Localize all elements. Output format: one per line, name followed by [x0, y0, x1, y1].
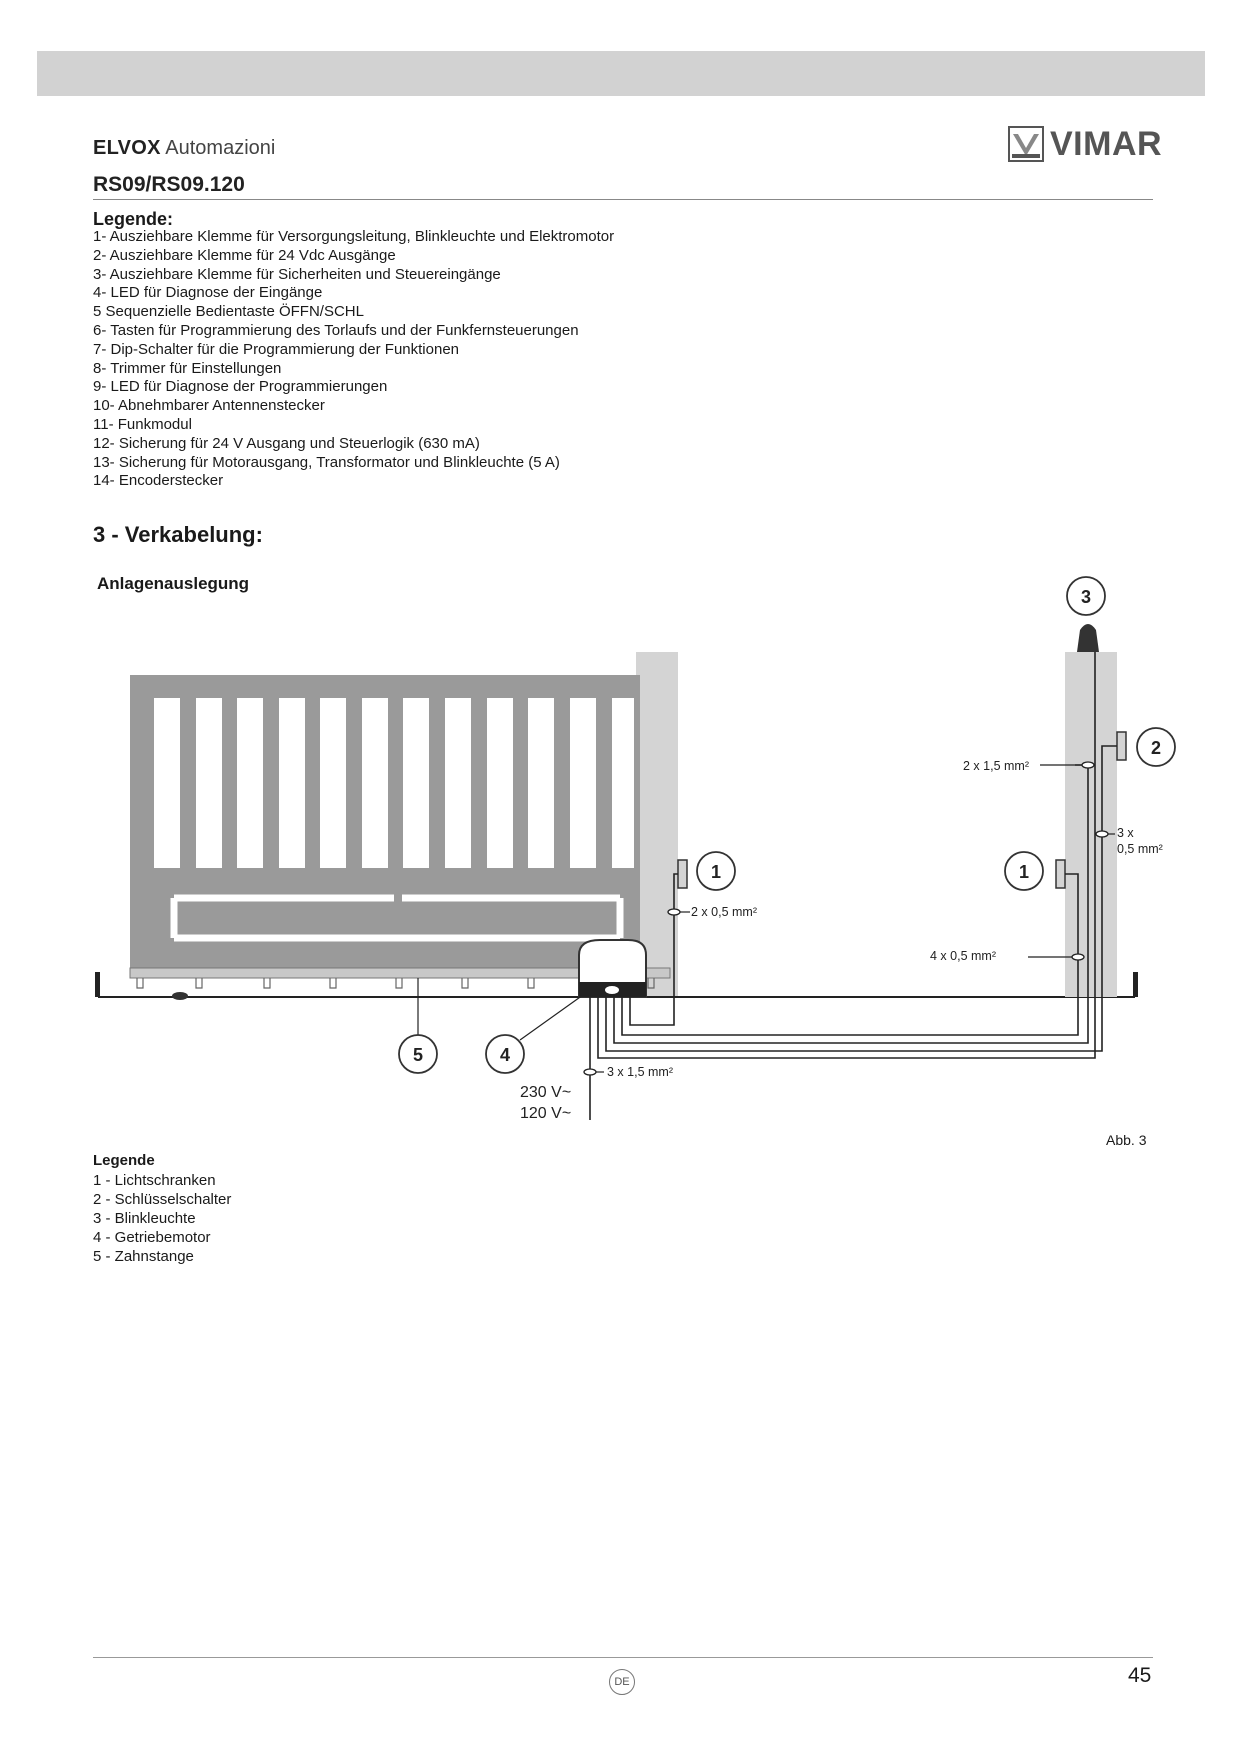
cable-label-05: 0,5 mm²	[1117, 842, 1163, 856]
key-switch	[1117, 732, 1126, 760]
callout-4-number: 4	[499, 1045, 511, 1065]
brand-bold: ELVOX	[93, 137, 161, 159]
motor-led	[605, 986, 619, 994]
right-post	[1065, 652, 1117, 997]
legend-item: 7- Dip-Schalter für die Programmierung der Funktionen	[93, 340, 459, 358]
callout-1-right	[1005, 852, 1043, 890]
rack-teeth	[137, 978, 654, 988]
legend-item: 5 Sequenzielle Bedientaste ÖFFN/SCHL	[93, 303, 364, 321]
section-subheading: Anlagenauslegung	[97, 574, 250, 593]
legend-item: 3- Ausziehbare Klemme für Sicherheiten und Steuereingänge	[93, 265, 501, 283]
logo-text: VIMAR	[1050, 124, 1163, 163]
document-title: RS09/RS09.120	[93, 173, 245, 196]
end-stop-right	[1133, 972, 1138, 997]
legend-item: 11- Funkmodul	[93, 415, 192, 433]
cable-label-3x: 3 x	[1117, 826, 1134, 840]
photocell-right	[1056, 860, 1065, 888]
callout-5	[399, 1035, 437, 1073]
legend2-item: 5 - Zahnstange	[93, 1248, 194, 1265]
cable-label-3x15: 3 x 1,5 mm²	[607, 1065, 673, 1079]
legend-item: 1- Ausziehbare Klemme für Versorgungsleitung, Blinkleuchte und Elektromotor	[93, 228, 615, 245]
legend-item: 14- Encoderstecker	[93, 472, 224, 490]
legend-item: 12- Sicherung für 24 V Ausgang und Steuerlogik (630 mA)	[93, 434, 480, 452]
callout-3	[1067, 577, 1105, 615]
legend2-heading: Legende	[93, 1152, 155, 1169]
photocell-left	[678, 860, 687, 888]
callout-2	[1137, 728, 1175, 766]
legend-item: 13- Sicherung für Motorausgang, Transformator und Blinkleuchte (5 A)	[93, 453, 560, 471]
legend-item: 8- Trimmer für Einstellungen	[93, 359, 282, 377]
legend-item: 9- LED für Diagnose der Programmierungen	[93, 378, 388, 396]
voltage-230: 230 V~	[520, 1084, 572, 1101]
legend2-item: 3 - Blinkleuchte	[93, 1210, 196, 1227]
footer-divider	[93, 1657, 1153, 1658]
voltage-120: 120 V~	[520, 1105, 572, 1122]
figure-label: Abb. 3	[1106, 1132, 1147, 1148]
callout-1-left-number: 1	[710, 862, 722, 882]
legend-heading: Legende:	[93, 209, 174, 229]
legend-item: 4- LED für Diagnose der Eingänge	[93, 284, 323, 302]
legend2-item: 2 - Schlüsselschalter	[93, 1191, 232, 1208]
callout-4	[486, 1035, 524, 1073]
cable-label-4x05: 4 x 0,5 mm²	[930, 949, 996, 963]
cable-label-2x05: 2 x 0,5 mm²	[691, 905, 757, 919]
end-stop-left	[95, 972, 100, 997]
blinker-lamp	[1077, 624, 1099, 652]
callout-2-number: 2	[1150, 738, 1162, 758]
brand-light: Automazioni	[165, 137, 276, 159]
callout-1-left	[697, 852, 735, 890]
legend-item: 6- Tasten für Programmierung des Torlaufs und der Funkfernsteuerungen	[93, 321, 579, 339]
legend-item: 2- Ausziehbare Klemme für 24 Vdc Ausgänge	[93, 246, 396, 264]
callout-5-number: 5	[412, 1045, 424, 1065]
legend2-item: 4 - Getriebemotor	[93, 1229, 211, 1246]
callout-1-right-number: 1	[1018, 862, 1030, 882]
section-heading: 3 - Verkabelung:	[93, 522, 263, 547]
wheel	[172, 992, 188, 1000]
cable-label-2x15: 2 x 1,5 mm²	[963, 759, 1029, 773]
legend2-list	[93, 1171, 231, 1266]
legend2-item: 1 - Lichtschranken	[93, 1172, 216, 1189]
page-number: 45	[1128, 1664, 1152, 1687]
callout-3-number: 3	[1080, 587, 1092, 607]
legend-item: 10- Abnehmbarer Antennenstecker	[93, 397, 325, 415]
language-badge: DE	[609, 1669, 635, 1695]
